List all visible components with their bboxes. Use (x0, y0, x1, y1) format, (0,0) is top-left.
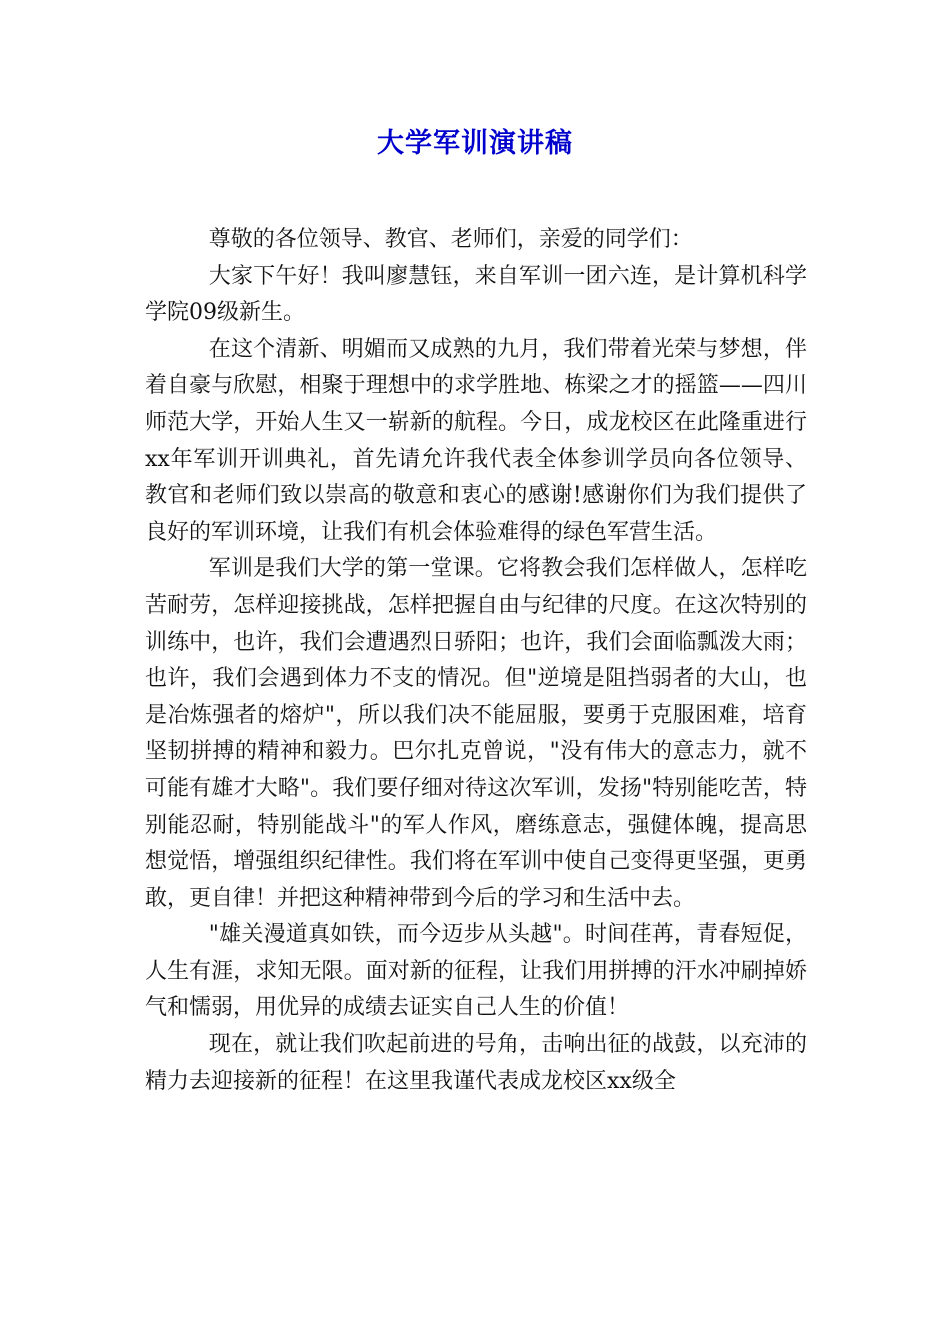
paragraph-first-lesson: 军训是我们大学的第一堂课。它将教会我们怎样做人，怎样吃苦耐劳，怎样迎接挑战，怎样把握自由与纪律的尺度。在这次特别的训练中，也许，我们会遭遇烈日骄阳；也许，我们会面临瓢泼大雨；也许，我们会遇到体力不支的情况。但"逆境是阻挡弱者的大山，也是冶炼强者的熔炉"，所以我们决不能屈服，要勇于克服困难，培育坚韧拼搏的精神和毅力。巴尔扎克曾说，"没有伟大的意志力，就不可能有雄才大略"。我们要仔细对待这次军训，发扬"特别能吃苦，特别能忍耐，特别能战斗"的军人作风，磨练意志，强健体魄，提高思想觉悟，增强组织纪律性。我们将在军训中使自己变得更坚强，更勇敢，更自律！并把这种精神带到今后的学习和生活中去。 (145, 556, 807, 911)
paragraph-salutation: 尊敬的各位领导、教官、老师们，亲爱的同学们： (208, 227, 693, 252)
document-body (145, 222, 807, 1100)
paragraph-closing: 现在，就让我们吹起前进的号角，击响出征的战鼓，以充沛的精力去迎接新的征程！在这里我谨代表成龙校区xx级全 (145, 1032, 807, 1094)
paragraph-poem: "雄关漫道真如铁，而今迈步从头越"。时间荏苒，青春短促，人生有涯，求知无限。面对新的征程，让我们用拼搏的汗水冲刷掉娇气和懦弱，用优异的成绩去证实自己人生的价值！ (145, 922, 807, 1021)
document-title: 大学军训演讲稿 (377, 128, 573, 159)
paragraph-greeting: 大家下午好！我叫廖慧钰，来自军训一团六连，是计算机科学学院09级新生。 (145, 263, 807, 326)
paragraph-september: 在这个清新、明媚而又成熟的九月，我们带着光荣与梦想，伴着自豪与欣慰，相聚于理想中的求学胜地、栋梁之才的摇篮——四川师范大学，开始人生又一崭新的航程。今日，成龙校区在此隆重进行xx年军训开训典礼，首先请允许我代表全体参训学员向各位领导、教官和老师们致以崇高的敬意和衷心的感谢!感谢你们为我们提供了良好的军训环境，让我们有机会体验难得的绿色军营生活。 (145, 336, 807, 545)
